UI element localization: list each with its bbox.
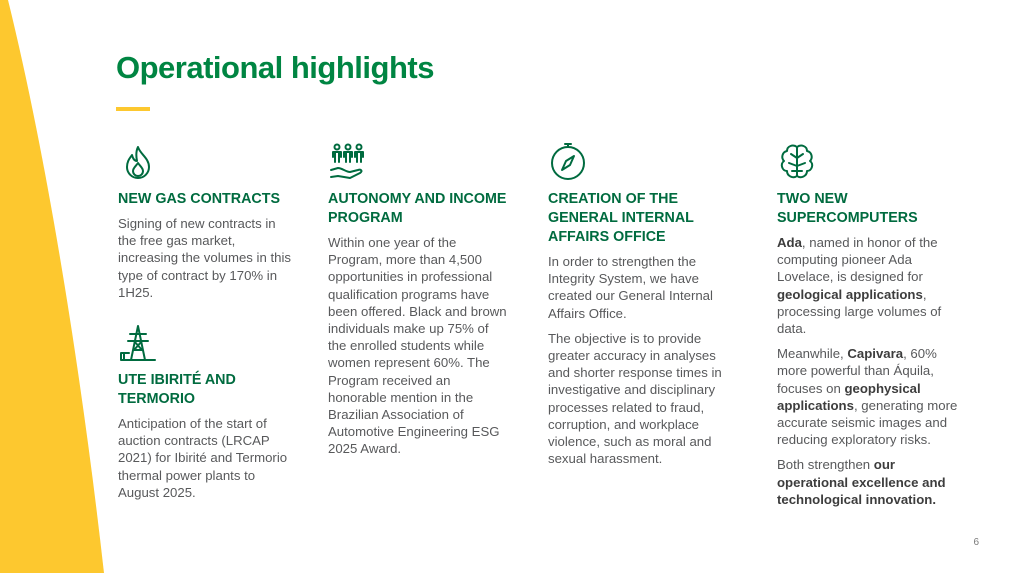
compass-icon [548,142,588,182]
heading: AUTONOMY AND INCOME PROGRAM [328,191,507,226]
column-supercomputers [777,142,962,516]
page-number: 6 [973,537,979,548]
power-tower-icon [118,323,158,363]
decorative-yellow-shape [0,0,120,573]
column-new-gas-contracts [118,142,293,509]
page-title: Operational highlights [116,50,434,85]
column-internal-affairs-office [548,142,738,475]
people-hand-icon [328,142,368,182]
heading: TWO NEW SUPERCOMPUTERS [777,191,918,226]
body-text: Signing of new contracts in the free gas market, increasing the volumes in this type of contract by 170% in 1H25. [118,216,291,300]
heading: CREATION OF THE GENERAL INTERNAL AFFAIRS OFFICE [548,191,694,245]
brain-icon [777,142,817,182]
title-underline [116,107,150,111]
flame-icon [118,142,158,182]
body-text-capivara: Meanwhile, Capivara, 60% more powerful than Áquila, focuses on geophysical applications, generating more accurate seismic images and reducing exploratory risks. [777,346,958,448]
body-text: Within one year of the Program, more than 4,500 opportunities in professional qualification programs have been offered. Black and brown individuals make up 75% of the enrolled students while women represent 60%. The Program received an honorable mention in the Brazilian Association of Automotive Engineering ESG 2025 Award. [328,235,507,457]
body-text: The objective is to provide greater accuracy in analyses and shorter response times in investigative and disciplinary processes related to fraud, corruption, and workplace violence, such as moral and sexual harassment. [548,330,722,467]
column-autonomy-income-program [328,142,508,466]
body-text-ada: Ada, named in honor of the computing pioneer Ada Lovelace, is designed for geological applications, processing large volumes of data. [777,235,942,337]
heading: NEW GAS CONTRACTS [118,191,281,207]
heading: UTE IBIRITÉ AND TERMORIO [118,372,236,408]
body-text-conclusion: Both strengthen our operational excellence and technological innovation. [777,457,946,507]
body-text: In order to strengthen the Integrity System, we have created our General Internal Affairs Office. [548,254,713,321]
body-text: Anticipation of the start of auction contracts (LRCAP 2021) for Ibirité and Termorio thermal power plants to August 2025. [118,416,288,500]
